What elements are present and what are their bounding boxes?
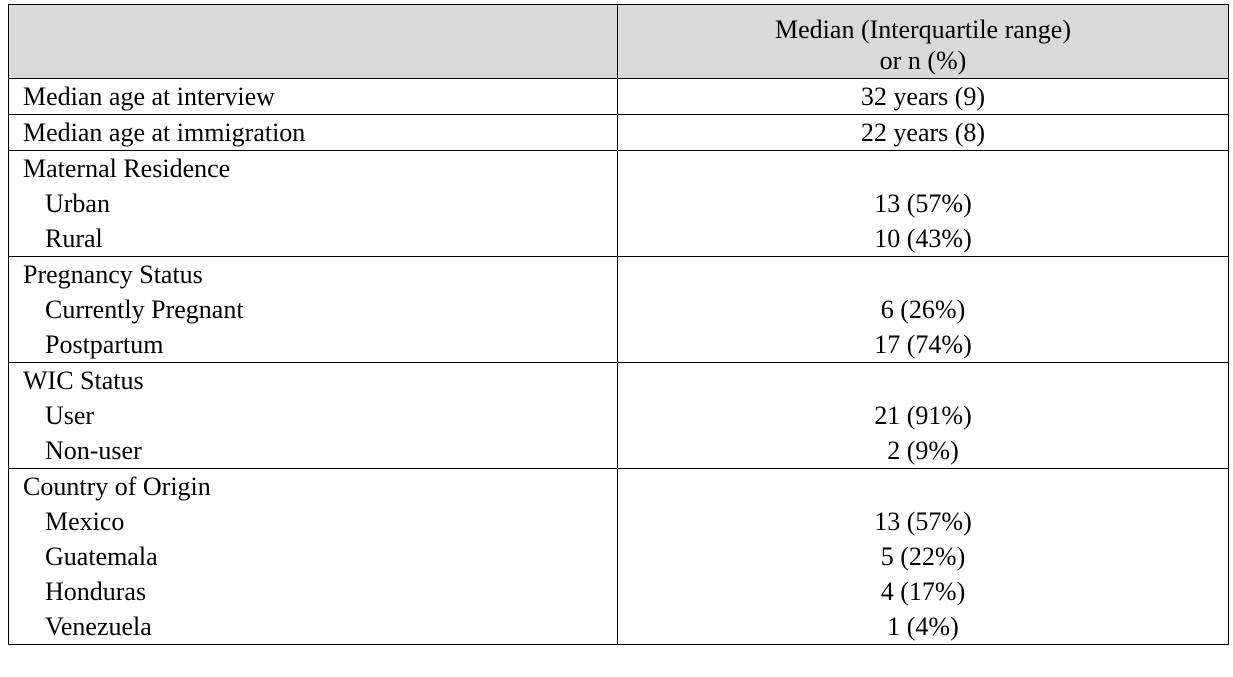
sub-row-label: User xyxy=(45,401,95,430)
sub-row-label: Postpartum xyxy=(45,330,164,359)
group-row xyxy=(9,151,1229,257)
table-row xyxy=(9,79,1229,115)
row-value: 32 years (9) xyxy=(618,79,1229,115)
demographics-table xyxy=(8,4,1229,645)
group-row xyxy=(9,469,1229,645)
group-rows xyxy=(9,151,1229,645)
group-row xyxy=(9,363,1229,469)
spacer xyxy=(618,363,1228,398)
sub-row-label: Urban xyxy=(45,189,110,218)
sub-row-value: 2 (9%) xyxy=(887,436,959,465)
spacer xyxy=(618,469,1228,504)
sub-row-value: 5 (22%) xyxy=(880,542,966,571)
row-value: 22 years (8) xyxy=(618,115,1229,151)
sub-row-label: Non-user xyxy=(45,436,142,465)
sub-row-label: Rural xyxy=(45,224,103,253)
sub-row-label: Honduras xyxy=(45,577,147,606)
group-title: Pregnancy Status xyxy=(23,260,203,289)
header-value-cell xyxy=(618,5,1229,79)
header-row xyxy=(9,5,1229,79)
sub-row-label: Guatemala xyxy=(45,542,158,571)
sub-row-value: 10 (43%) xyxy=(874,224,972,253)
table-row xyxy=(9,115,1229,151)
sub-row-label: Mexico xyxy=(45,507,125,536)
sub-row-value: 17 (74%) xyxy=(874,330,972,359)
group-row xyxy=(9,257,1229,363)
group-title: WIC Status xyxy=(23,366,144,395)
sub-row-value: 6 (26%) xyxy=(880,295,966,324)
sub-row-value: 4 (17%) xyxy=(880,577,966,606)
group-title: Maternal Residence xyxy=(23,154,231,183)
row-label: Median age at interview xyxy=(9,79,618,115)
header-line-2: or n (%) xyxy=(879,46,967,75)
group-label-cell xyxy=(9,363,618,469)
spacer xyxy=(618,151,1228,186)
sub-row-value: 13 (57%) xyxy=(874,507,972,536)
group-label-cell xyxy=(9,151,618,257)
row-label: Median age at immigration xyxy=(9,115,618,151)
group-value-cell xyxy=(618,257,1229,363)
group-title: Country of Origin xyxy=(23,472,211,501)
group-label-cell xyxy=(9,469,618,645)
group-value-cell xyxy=(618,469,1229,645)
group-value-cell xyxy=(618,151,1229,257)
sub-row-label: Venezuela xyxy=(45,612,152,641)
group-value-cell xyxy=(618,363,1229,469)
sub-row-value: 1 (4%) xyxy=(887,612,959,641)
sub-row-value: 21 (91%) xyxy=(874,401,972,430)
header-line-1: Median (Interquartile range) xyxy=(775,15,1071,44)
spacer xyxy=(618,257,1228,292)
group-label-cell xyxy=(9,257,618,363)
sub-row-value: 13 (57%) xyxy=(874,189,972,218)
sub-row-label: Currently Pregnant xyxy=(45,295,244,324)
header-empty-cell xyxy=(9,5,618,79)
